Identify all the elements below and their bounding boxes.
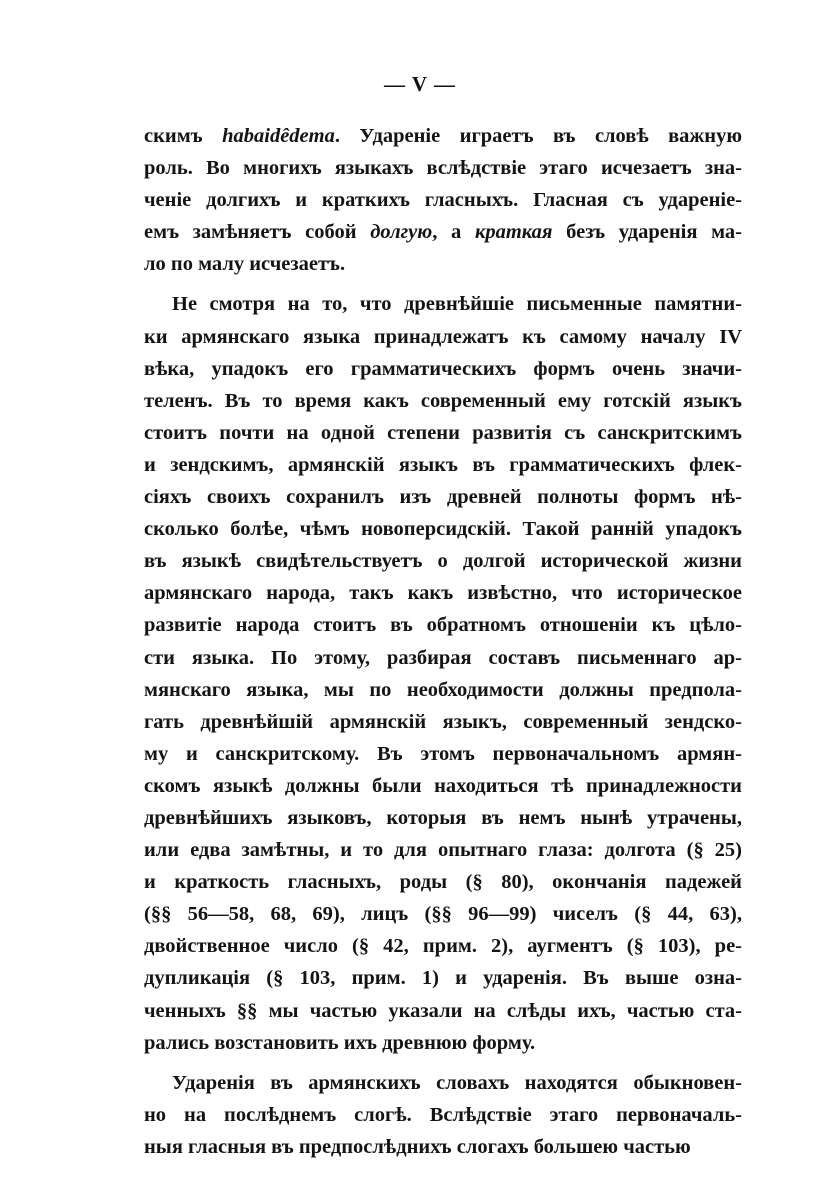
text-span: сіяхъ своихъ сохранилъ изъ древней полноты формъ нѣ-: [144, 486, 742, 509]
text-span: скимъ: [144, 125, 223, 147]
text-span: дупликація (§ 103, прим. 1) и ударенія. Въ выше озна-: [144, 967, 742, 990]
text-span: стоитъ почти на одной степени развитія съ санскритскимъ: [144, 421, 742, 444]
text-line: [144, 898, 742, 930]
text-span: роль. Во многихъ языкахъ вслѣдствіе этаго исчезаетъ зна-: [144, 157, 742, 180]
text-line: [144, 321, 742, 353]
text-span: , а: [432, 221, 475, 244]
text-line: [144, 216, 742, 248]
text-span: ло по малу исчезаетъ.: [144, 253, 346, 276]
text-line: [144, 577, 742, 609]
text-line: [144, 152, 742, 184]
text-line: [144, 674, 742, 706]
text-span: ченныхъ §§ мы частью указали на слѣды ихъ, частью ста-: [144, 999, 742, 1022]
text-line: [144, 834, 742, 866]
text-span: или едва замѣтны, и то для опытнаго глаза: долгота (§ 25): [144, 839, 742, 862]
text-span: гать древнѣйшій армянскій языкъ, современный зендско-: [144, 710, 742, 733]
text-line: [144, 738, 742, 770]
text-span: скомъ языкѣ должны были находиться тѣ принадлежности: [144, 774, 742, 797]
text-line: [144, 866, 742, 898]
text-line: [144, 513, 742, 545]
text-span: му и санскритскому. Въ этомъ первоначальномъ армян-: [144, 742, 742, 765]
paragraph: [144, 120, 742, 280]
text-line: [144, 1131, 742, 1163]
text-line: [144, 642, 742, 674]
text-span: двойственное число (§ 42, прим. 2), аугментъ (§ 103), ре-: [144, 935, 742, 958]
text-span: Ударенія въ армянскихъ словахъ находятся обыкновен-: [172, 1071, 742, 1094]
italic-word: краткая: [474, 221, 553, 244]
text-span: Не смотря на то, что древнѣйшіе письменные памятни-: [172, 293, 742, 316]
text-span: ныя гласныя въ предпослѣднихъ слогахъ большею частью: [144, 1135, 691, 1158]
text-line: [144, 248, 742, 280]
text-span: но на послѣднемъ слогѣ. Вслѣдствіе этаго первоначаль-: [144, 1103, 742, 1126]
text-line: [144, 481, 742, 513]
text-line: [144, 802, 742, 834]
text-line: [144, 417, 742, 449]
text-line: [144, 120, 742, 152]
paragraph-gap: [144, 280, 742, 288]
text-line: [144, 545, 742, 577]
text-span: и краткость гласныхъ, роды (§ 80), окончанія падежей: [144, 871, 742, 894]
paragraph: [144, 1067, 742, 1163]
text-line: [144, 930, 742, 962]
paragraph: [144, 288, 742, 1058]
text-line: [144, 1027, 742, 1059]
text-line: [144, 706, 742, 738]
text-span: безъ ударенія ма-: [552, 221, 742, 244]
page-number: — V —: [384, 72, 456, 96]
text-span: рались возстановить ихъ древнюю форму.: [144, 1031, 536, 1054]
italic-word: долгую: [370, 221, 433, 244]
text-span: сколько болѣе, чѣмъ новоперсидскій. Такой ранній упадокъ: [144, 518, 742, 541]
text-span: . Удареніе играетъ въ словѣ важную: [334, 125, 743, 147]
text-line: [144, 962, 742, 994]
text-line: [144, 288, 742, 320]
text-span: ченіе долгихъ и краткихъ гласныхъ. Гласная съ удареніе-: [144, 189, 742, 212]
text-span: армянскаго народа, такъ какъ извѣстно, что историческое: [144, 582, 742, 605]
text-line: [144, 353, 742, 385]
text-line: [144, 385, 742, 417]
text-span: въ языкѣ свидѣтельствуетъ о долгой исторической жизни: [144, 550, 742, 573]
text-line: [144, 770, 742, 802]
text-span: мянскаго языка, мы по необходимости должны предпола-: [144, 678, 742, 701]
paragraph-gap: [144, 1059, 742, 1067]
text-span: ки армянскаго языка принадлежатъ къ самому началу IV: [144, 325, 742, 348]
text-span: и зендскимъ, армянскій языкъ въ грамматическихъ флек-: [144, 453, 742, 476]
text-span: сти языка. По этому, разбирая составъ письменнаго ар-: [144, 646, 742, 669]
text-line: [144, 449, 742, 481]
text-span: древнѣйшихъ языковъ, которыя въ немъ нынѣ утрачены,: [144, 806, 742, 829]
text-span: емъ замѣняетъ собой: [144, 221, 371, 244]
text-line: [144, 184, 742, 216]
text-line: [144, 1099, 742, 1131]
body-text: [144, 120, 742, 1163]
text-line: [144, 1067, 742, 1099]
text-span: развитіе народа стоитъ въ обратномъ отношеніи къ цѣло-: [144, 614, 742, 637]
text-span: вѣка, упадокъ его грамматическихъ формъ очень значи-: [144, 357, 742, 380]
text-line: [144, 609, 742, 641]
text-line: [144, 995, 742, 1027]
italic-word: habaidêdema: [222, 125, 335, 147]
text-span: теленъ. Въ то время какъ современный ему готскій языкъ: [144, 389, 742, 412]
text-span: (§§ 56—58, 68, 69), лицъ (§§ 96—99) чиселъ (§ 44, 63),: [144, 903, 742, 926]
